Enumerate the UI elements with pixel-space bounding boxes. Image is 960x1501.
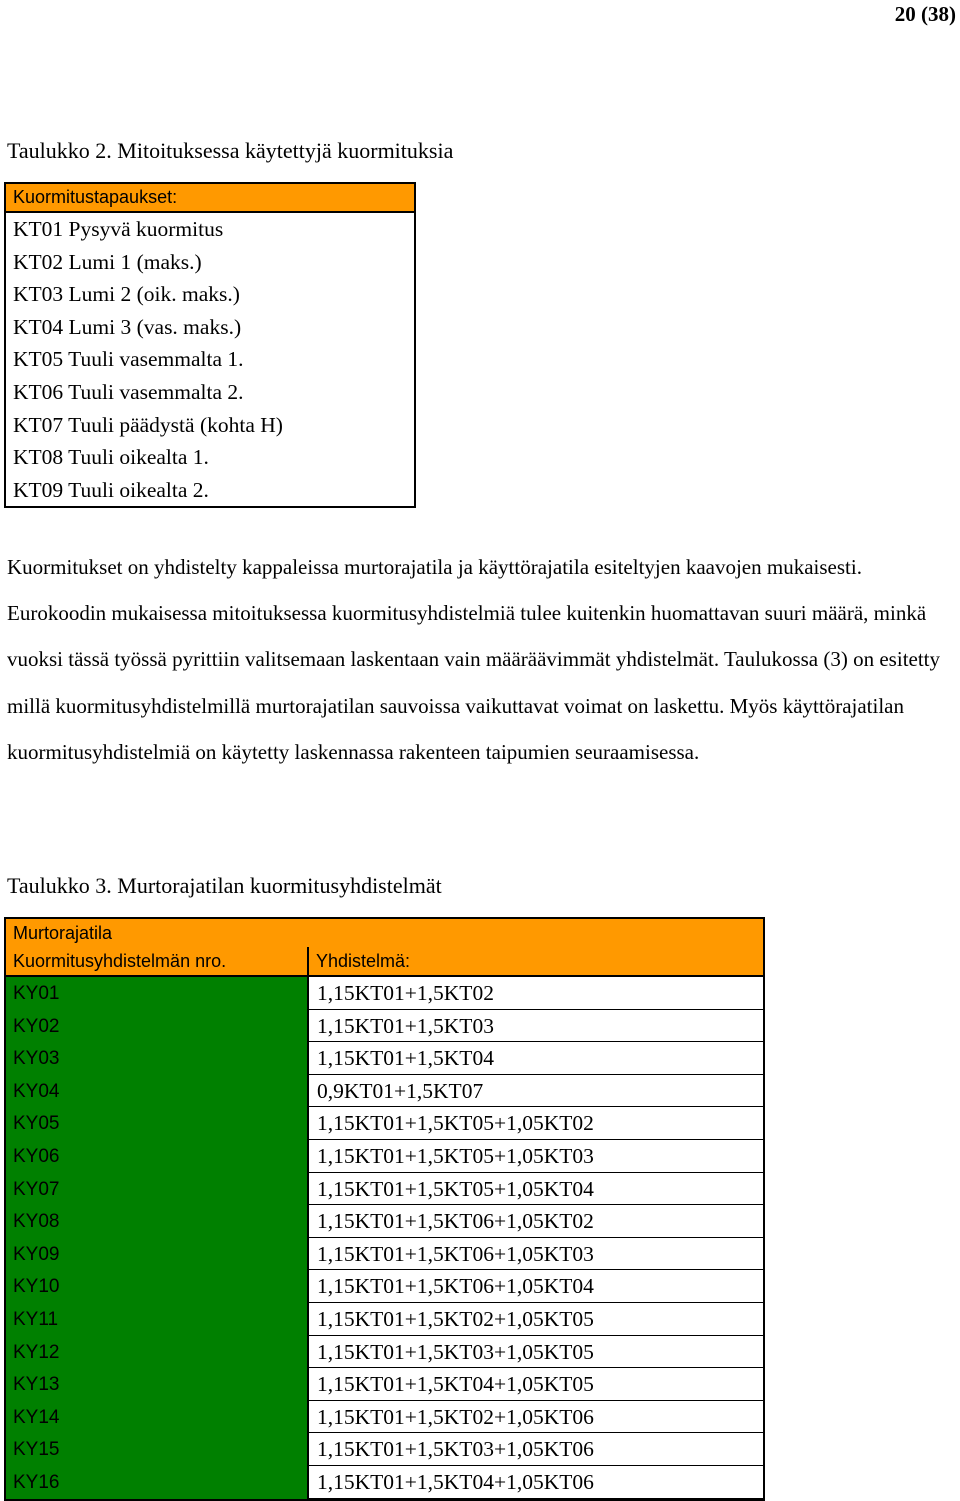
combination-formula: 1,15KT01+1,5KT04+1,05KT06	[309, 1466, 763, 1499]
combination-formula: 1,15KT01+1,5KT03	[309, 1010, 763, 1043]
load-case-row: KT08 Tuuli oikealta 1.	[13, 445, 209, 470]
combination-row	[6, 977, 763, 1010]
combination-row	[6, 1010, 763, 1043]
combination-row	[6, 1466, 763, 1499]
load-case-row: KT06 Tuuli vasemmalta 2.	[13, 379, 244, 404]
combination-id: KY01	[6, 977, 309, 1010]
combination-formula: 1,15KT01+1,5KT03+1,05KT06	[309, 1433, 763, 1466]
combination-id: KY05	[6, 1107, 309, 1140]
combination-id: KY10	[6, 1270, 309, 1303]
load-cases-header: Kuormitustapaukset:	[6, 184, 414, 213]
body-paragraph: Kuormitukset on yhdistelty kappaleissa murtorajatila ja käyttörajatila esiteltyjen kaavojen mukaisesti. Eurokoodin mukaisessa mitoituksessa kuormitusyhdistelmiä tulee kuitenkin huomattavan suuri määrä, minkä vuoksi tässä työssä pyrittiin valitsemaan laskentaan vain määräävimmät yhdistelmät. Taulukossa (3) on esitetty millä kuormitusyhdistelmillä murtorajatilan sauvoissa vaikuttavat voimat on laskettu. Myös käyttörajatilan kuormitusyhdistelmiä on käytetty laskennassa rakenteen taipumien seuraamisessa.	[7, 555, 941, 764]
combination-id: KY09	[6, 1238, 309, 1271]
combination-id: KY14	[6, 1401, 309, 1434]
combination-formula: 1,15KT01+1,5KT06+1,05KT02	[309, 1205, 763, 1238]
combination-formula: 1,15KT01+1,5KT02	[309, 977, 763, 1010]
table3-title: Murtorajatila	[6, 919, 763, 947]
combination-formula: 1,15KT01+1,5KT03+1,05KT05	[309, 1336, 763, 1369]
load-case-row: KT04 Lumi 3 (vas. maks.)	[13, 314, 242, 339]
combination-id: KY03	[6, 1042, 309, 1075]
combination-formula: 1,15KT01+1,5KT05+1,05KT02	[309, 1107, 763, 1140]
combination-formula: 1,15KT01+1,5KT04+1,05KT05	[309, 1368, 763, 1401]
load-case-row: KT02 Lumi 1 (maks.)	[13, 249, 202, 274]
load-case-row: KT09 Tuuli oikealta 2.	[13, 477, 209, 502]
load-case-row: KT03 Lumi 2 (oik. maks.)	[13, 282, 240, 307]
combination-header: Yhdistelmä:	[309, 947, 763, 975]
combination-id: KY11	[6, 1303, 309, 1336]
load-case-row: KT01 Pysyvä kuormitus	[13, 217, 224, 241]
load-combinations-table	[4, 917, 765, 1501]
combination-id: KY02	[6, 1010, 309, 1043]
table2-caption: Taulukko 2. Mitoituksessa käytettyjä kuormituksia	[7, 138, 454, 163]
table3-column-headers	[6, 947, 763, 977]
combination-formula: 1,15KT01+1,5KT02+1,05KT06	[309, 1401, 763, 1434]
combination-row	[6, 1336, 763, 1369]
combination-row	[6, 1205, 763, 1238]
combination-row	[6, 1270, 763, 1303]
combination-number-header: Kuormitusyhdistelmän nro.	[6, 947, 309, 975]
combination-id: KY15	[6, 1433, 309, 1466]
combination-formula: 0,9KT01+1,5KT07	[309, 1075, 763, 1108]
combination-formula: 1,15KT01+1,5KT06+1,05KT03	[309, 1238, 763, 1271]
combination-formula: 1,15KT01+1,5KT05+1,05KT04	[309, 1173, 763, 1206]
combination-row	[6, 1401, 763, 1434]
combination-id: KY16	[6, 1466, 309, 1499]
load-cases-table	[4, 182, 416, 508]
combination-row	[6, 1042, 763, 1075]
combination-formula: 1,15KT01+1,5KT05+1,05KT03	[309, 1140, 763, 1173]
combination-row	[6, 1140, 763, 1173]
combination-row	[6, 1107, 763, 1140]
combination-row	[6, 1433, 763, 1466]
combination-id: KY07	[6, 1173, 309, 1206]
page-number: 20 (38)	[894, 2, 956, 26]
table3-body	[6, 977, 763, 1499]
combination-row	[6, 1368, 763, 1401]
combination-row	[6, 1303, 763, 1336]
combination-row	[6, 1238, 763, 1271]
combination-formula: 1,15KT01+1,5KT04	[309, 1042, 763, 1075]
combination-formula: 1,15KT01+1,5KT02+1,05KT05	[309, 1303, 763, 1336]
combination-row	[6, 1075, 763, 1108]
load-case-row: KT07 Tuuli päädystä (kohta H)	[13, 412, 283, 437]
combination-formula: 1,15KT01+1,5KT06+1,05KT04	[309, 1270, 763, 1303]
combination-id: KY12	[6, 1336, 309, 1369]
combination-id: KY13	[6, 1368, 309, 1401]
table3-caption: Taulukko 3. Murtorajatilan kuormitusyhdistelmät	[7, 873, 442, 898]
combination-id: KY08	[6, 1205, 309, 1238]
combination-row	[6, 1173, 763, 1206]
combination-id: KY04	[6, 1075, 309, 1108]
load-case-row: KT05 Tuuli vasemmalta 1.	[13, 347, 244, 372]
combination-id: KY06	[6, 1140, 309, 1173]
